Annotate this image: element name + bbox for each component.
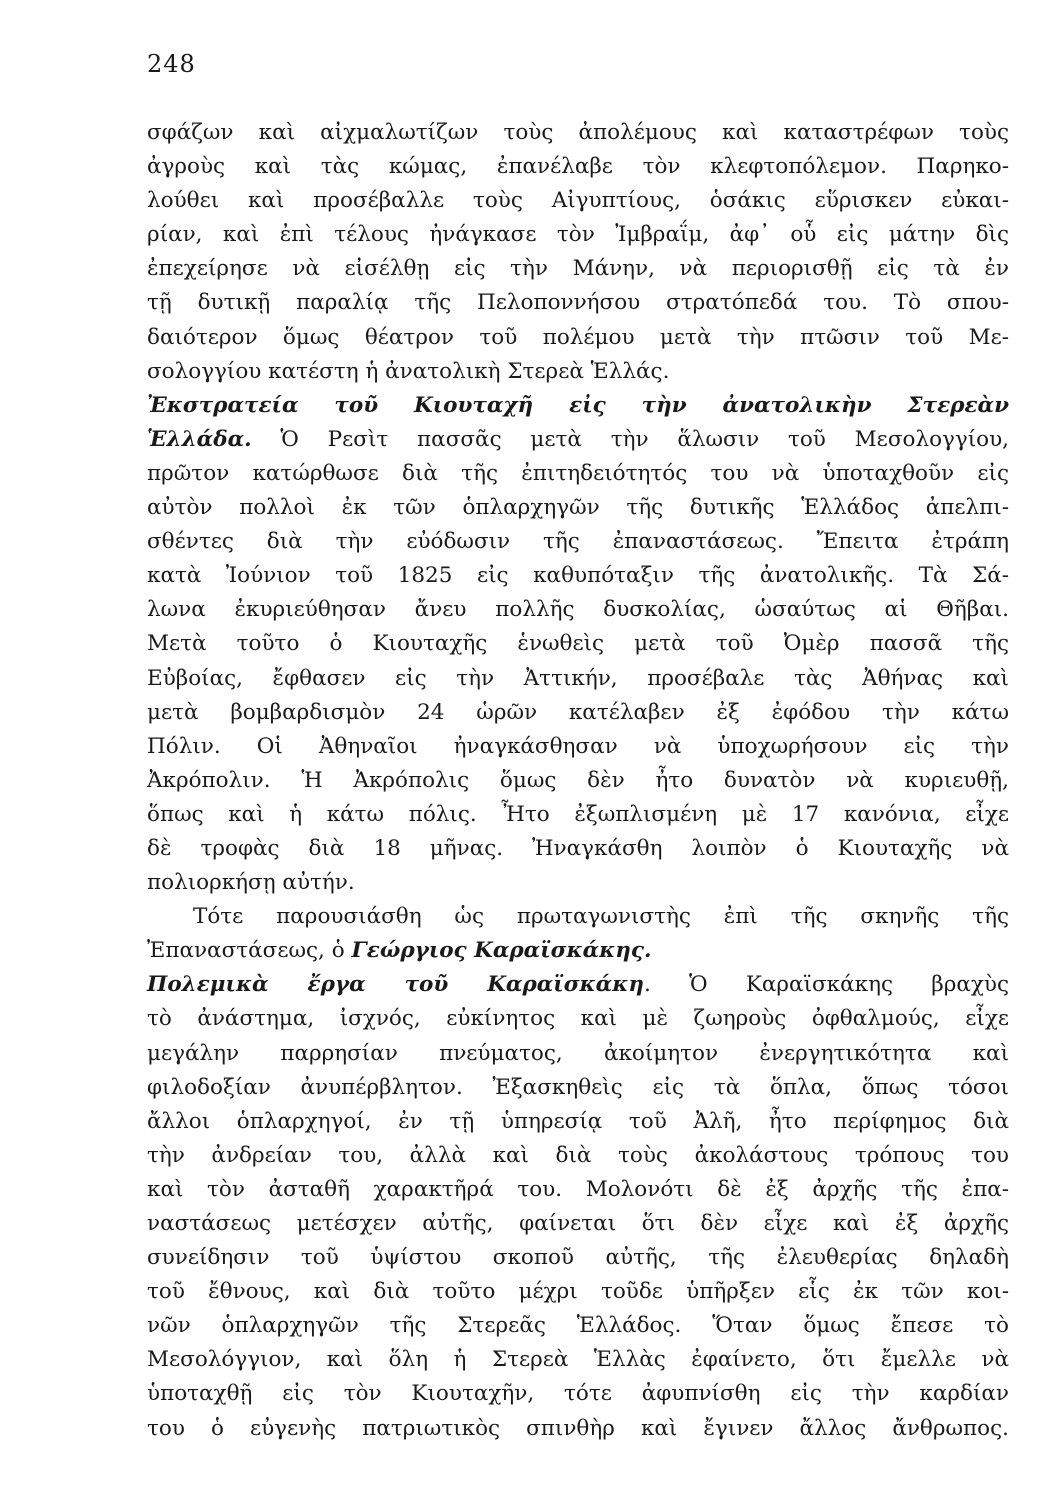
text-line bbox=[147, 934, 1009, 968]
text-segment: πρῶτον κατώρθωσε διὰ τῆς ἐπιτηδειότητός του νὰ ὑποταχθοῦν εἰς bbox=[147, 460, 1009, 486]
text-segment: νῶν ὁπλαρχηγῶν τῆς Στερεᾶς Ἑλλάδος. Ὅταν ὅμως ἔπεσε τὸ bbox=[147, 1313, 1009, 1339]
text-line bbox=[147, 286, 1009, 320]
text-segment: ὑποταχθῇ εἰς τὸν Κιουταχῆν, τότε ἀφυπνίσθη εἰς τὴν καρδίαν bbox=[147, 1381, 1009, 1407]
text-line bbox=[147, 1002, 1009, 1036]
text-segment: σφάζων καὶ αἰχμαλωτίζων τοὺς ἀπολέμους καὶ καταστρέφων τοὺς bbox=[147, 120, 1009, 145]
text-line bbox=[147, 900, 1009, 934]
text-segment: καὶ τὸν ἀσταθῆ χαρακτῆρά του. Μολονότι δὲ ἐξ ἀρχῆς τῆς ἐπα- bbox=[147, 1176, 1009, 1202]
text-line bbox=[147, 764, 1009, 798]
text-line bbox=[147, 218, 1009, 252]
text-line bbox=[147, 355, 1009, 389]
text-segment: Ὁ Ρεσὶτ πασσᾶς μετὰ τὴν ἅλωσιν τοῦ Μεσολογγίου, bbox=[251, 426, 1009, 452]
text-segment: λωνα ἐκυριεύθησαν ἄνευ πολλῆς δυσκολίας, ὡσαύτως αἱ Θῆβαι. bbox=[147, 597, 1009, 623]
text-line bbox=[147, 1139, 1009, 1173]
text-line bbox=[147, 1173, 1009, 1207]
text-segment: μεγάλην παρρησίαν πνεύματος, ἀκοίμητον ἐνεργητικότητα καὶ bbox=[147, 1040, 1009, 1066]
text-segment: τὴν ἀνδρείαν του, ἀλλὰ καὶ διὰ τοὺς ἀκολάστους τρόπους του bbox=[147, 1142, 1009, 1168]
text-segment: ἀγροὺς καὶ τὰς κώμας, ἐπανέλαβε τὸν κλεφτοπόλεμον. Παρηκο- bbox=[147, 154, 1009, 180]
text-line bbox=[147, 1241, 1009, 1275]
text-segment: τῇ δυτικῇ παραλίᾳ τῆς Πελοποννήσου στρατόπεδά του. Τὸ σπου- bbox=[147, 290, 1009, 316]
text-line bbox=[147, 1037, 1009, 1071]
text-segment: Ἐπαναστάσεως, ὁ bbox=[147, 938, 352, 964]
text-line bbox=[147, 627, 1009, 661]
section-heading: Ἐκστρατεία τοῦ Κιουταχῆ εἰς τὴν ἀνατολικὴν Στερεὰν bbox=[147, 392, 1009, 418]
text-segment: πολιορκήσῃ αὐτήν. bbox=[147, 870, 355, 896]
text-segment: τὸ ἀνάστημα, ἰσχνός, εὐκίνητος καὶ μὲ ζωηροὺς ὀφθαλμούς, εἶχε bbox=[147, 1006, 1009, 1032]
section-heading: Πολεμικὰ ἔργα τοῦ Καραϊσκάκη bbox=[147, 972, 644, 998]
text-line bbox=[147, 730, 1009, 764]
text-line bbox=[147, 1105, 1009, 1139]
text-segment: Μετὰ τοῦτο ὁ Κιουταχῆς ἑνωθεὶς μετὰ τοῦ Ὀμὲρ πασσᾶ τῆς bbox=[147, 631, 1009, 657]
text-line bbox=[147, 798, 1009, 832]
text-segment: Πόλιν. Οἱ Ἀθηναῖοι ἠναγκάσθησαν νὰ ὑποχωρήσουν εἰς τὴν bbox=[147, 733, 1009, 759]
text-segment: του ὁ εὐγενὴς πατριωτικὸς σπινθὴρ καὶ ἔγινεν ἄλλος ἄνθρωπος. bbox=[147, 1415, 1009, 1441]
text-line bbox=[147, 389, 1009, 423]
text-line bbox=[147, 1071, 1009, 1105]
text-line bbox=[147, 1343, 1009, 1377]
text-line bbox=[147, 457, 1009, 491]
text-line bbox=[147, 423, 1009, 457]
text-line bbox=[147, 559, 1009, 593]
text-segment: μετὰ βομβαρδισμὸν 24 ὡρῶν κατέλαβεν ἐξ ἐφόδου τὴν κάτω bbox=[147, 699, 1009, 725]
text-segment: δὲ τροφὰς διὰ 18 μῆνας. Ἠναγκάσθη λοιπὸν ὁ Κιουταχῆς νὰ bbox=[147, 835, 1009, 861]
text-segment: ναστάσεως μετέσχεν αὐτῆς, φαίνεται ὅτι δὲν εἶχε καὶ ἐξ ἀρχῆς bbox=[147, 1211, 1009, 1236]
text-line bbox=[147, 1412, 1009, 1446]
section-heading: Ἑλλάδα. bbox=[147, 426, 252, 452]
text-segment: σολογγίου κατέστη ἡ ἀνατολικὴ Στερεὰ Ἑλλάς. bbox=[147, 358, 670, 384]
text-line bbox=[147, 1377, 1009, 1411]
text-line bbox=[147, 150, 1009, 184]
text-line bbox=[147, 696, 1009, 730]
text-segment: Μεσολόγγιον, καὶ ὅλη ἡ Στερεὰ Ἑλλὰς ἐφαίνετο, ὅτι ἔμελλε νὰ bbox=[147, 1347, 1009, 1373]
text-segment: τοῦ ἔθνους, καὶ διὰ τοῦτο μέχρι τοῦδε ὑπῆρξεν εἷς ἐκ τῶν κοι- bbox=[147, 1279, 1009, 1305]
page-number: 248 bbox=[147, 50, 196, 78]
text-segment: δαιότερον ὅμως θέατρον τοῦ πολέμου μετὰ τὴν πτῶσιν τοῦ Με- bbox=[147, 324, 1009, 350]
text-segment: αὐτὸν πολλοὶ ἐκ τῶν ὁπλαρχηγῶν τῆς δυτικῆς Ἑλλάδος ἀπελπι- bbox=[147, 495, 1009, 521]
text-segment: Ἀκρόπολιν. Ἡ Ἀκρόπολις ὅμως δὲν ἦτο δυνατὸν νὰ κυριευθῇ, bbox=[147, 767, 1009, 793]
text-segment: φιλοδοξίαν ἀνυπέρβλητον. Ἐξασκηθεὶς εἰς τὰ ὅπλα, ὅπως τόσοι bbox=[147, 1074, 1009, 1100]
text-line bbox=[147, 968, 1009, 1002]
text-segment: ρίαν, καὶ ἐπὶ τέλους ἠνάγκασε τὸν Ἰμβραΐμ, ἀφ᾿ οὗ εἰς μάτην δὶς bbox=[147, 222, 1009, 248]
text-line bbox=[147, 662, 1009, 696]
text-line bbox=[147, 593, 1009, 627]
text-segment: Εὐβοίας, ἔφθασεν εἰς τὴν Ἀττικήν, προσέβαλε τὰς Ἀθήνας καὶ bbox=[147, 665, 1009, 691]
text-segment: . Ὁ Καραϊσκάκης βραχὺς bbox=[643, 972, 1010, 998]
text-line bbox=[147, 525, 1009, 559]
text-line bbox=[147, 321, 1009, 355]
text-line bbox=[147, 832, 1009, 866]
text-segment: συνείδησιν τοῦ ὑψίστου σκοποῦ αὐτῆς, τῆς ἐλευθερίας δηλαδὴ bbox=[147, 1245, 1009, 1271]
text-segment: Τότε παρουσιάσθη ὡς πρωταγωνιστὴς ἐπὶ τῆς σκηνῆς τῆς bbox=[193, 904, 1009, 930]
text-segment: σθέντες διὰ τὴν εὐόδωσιν τῆς ἐπαναστάσεως. Ἔπειτα ἐτράπη bbox=[147, 529, 1009, 555]
section-heading: Γεώργιος Καραϊσκάκης. bbox=[351, 938, 652, 964]
text-segment: λούθει καὶ προσέβαλλε τοὺς Αἰγυπτίους, ὁσάκις εὕρισκεν εὐκαι- bbox=[147, 188, 1009, 214]
text-segment: ὅπως καὶ ἡ κάτω πόλις. Ἦτο ἐξωπλισμένη μὲ 17 κανόνια, εἶχε bbox=[147, 801, 1009, 827]
text-segment: κατὰ Ἰούνιον τοῦ 1825 εἰς καθυπόταξιν τῆς ἀνατολικῆς. Τὰ Σά- bbox=[147, 563, 1009, 589]
text-line bbox=[147, 1275, 1009, 1309]
text-line bbox=[147, 491, 1009, 525]
body-text bbox=[147, 116, 1009, 1446]
text-line bbox=[147, 866, 1009, 900]
text-segment: ἐπεχείρησε νὰ εἰσέλθῃ εἰς τὴν Μάνην, νὰ περιορισθῇ εἰς τὰ ἐν bbox=[147, 256, 1009, 282]
text-line bbox=[147, 1309, 1009, 1343]
text-line bbox=[147, 252, 1009, 286]
text-line bbox=[147, 184, 1009, 218]
text-line bbox=[147, 116, 1009, 150]
text-line bbox=[147, 1207, 1009, 1241]
text-segment: ἄλλοι ὁπλαρχηγοί, ἐν τῇ ὑπηρεσίᾳ τοῦ Ἀλῆ, ἦτο περίφημος διὰ bbox=[147, 1108, 1009, 1134]
